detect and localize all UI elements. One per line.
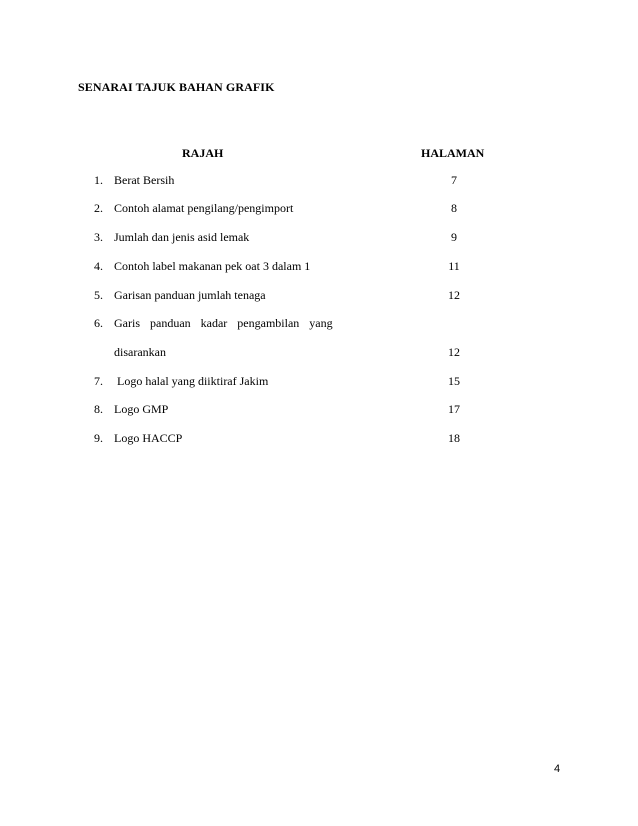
- document-title: SENARAI TAJUK BAHAN GRAFIK: [78, 80, 275, 94]
- list-item-page: 12: [448, 288, 460, 302]
- column-header-halaman: HALAMAN: [421, 146, 485, 160]
- list-item: [94, 288, 474, 304]
- list-item-page: 9: [451, 230, 457, 244]
- list-item-page: 11: [448, 259, 460, 273]
- list-item: [94, 201, 474, 217]
- list-item: [94, 230, 474, 246]
- list-item-page: 7: [451, 173, 457, 187]
- list-item-page: 18: [448, 431, 460, 445]
- list-item-label: Jumlah dan jenis asid lemak: [114, 230, 250, 244]
- column-header-rajah: RAJAH: [182, 146, 224, 160]
- list-item-number: 7.: [94, 374, 103, 388]
- list-item-label: Contoh label makanan pek oat 3 dalam 1: [114, 259, 311, 273]
- list-item-number: 4.: [94, 259, 103, 273]
- list-item-number: 3.: [94, 230, 103, 244]
- list-item: [94, 316, 474, 332]
- list-item-page: 17: [448, 402, 460, 416]
- list-item-continuation: [94, 345, 474, 361]
- list-item-label: Garisan panduan jumlah tenaga: [114, 288, 266, 302]
- list-item-number: 9.: [94, 431, 103, 445]
- list-item-number: 6.: [94, 316, 103, 330]
- list-item-label: Berat Bersih: [114, 173, 175, 187]
- list-item-label: Garis panduan kadar pengambilan yang: [114, 316, 333, 330]
- list-item: [94, 374, 474, 390]
- list-item: [94, 259, 474, 275]
- list-item-page: 8: [451, 201, 457, 215]
- list-item: [94, 431, 474, 447]
- list-item-number: 5.: [94, 288, 103, 302]
- list-item-label: Logo HACCP: [114, 431, 183, 445]
- list-item-label-continued: disarankan: [114, 345, 166, 359]
- list-item-label: Logo GMP: [114, 402, 169, 416]
- list-item: [94, 173, 474, 189]
- list-item-label: Contoh alamat pengilang/pengimport: [114, 201, 294, 215]
- list-item: [94, 402, 474, 418]
- page-number: 4: [554, 763, 561, 775]
- list-item-number: 2.: [94, 201, 103, 215]
- list-item-page: 15: [448, 374, 460, 388]
- list-item-number: 1.: [94, 173, 103, 187]
- list-item-label: Logo halal yang diiktiraf Jakim: [114, 374, 269, 388]
- list-item-number: 8.: [94, 402, 103, 416]
- list-item-page: 12: [448, 345, 460, 359]
